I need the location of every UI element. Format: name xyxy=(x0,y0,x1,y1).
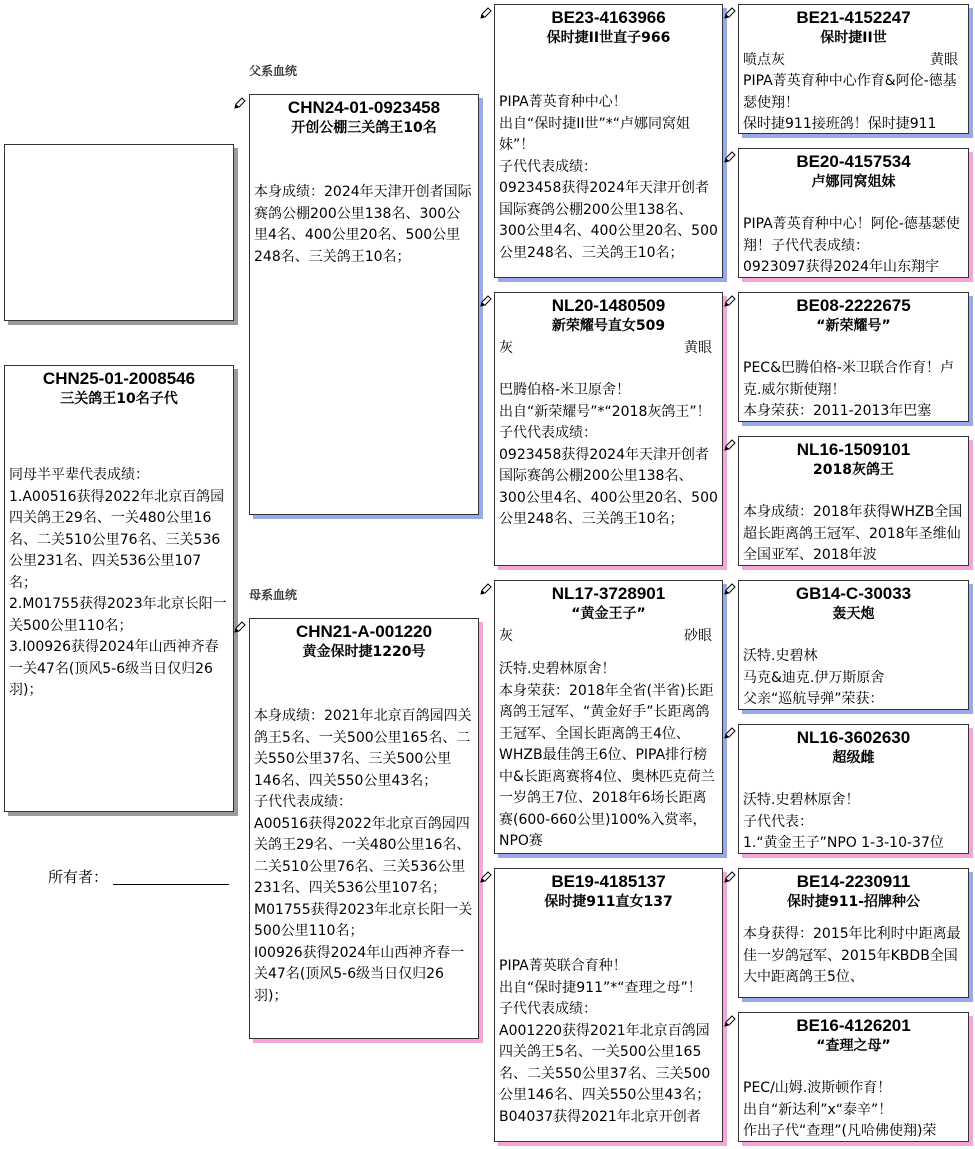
ddd-card[interactable] xyxy=(738,1012,969,1142)
dss-name: 轰天炮 xyxy=(832,606,875,622)
pencil-icon[interactable] xyxy=(723,726,737,740)
sss-color: 喷点灰 xyxy=(743,52,785,68)
ds-name: “黄金王子” xyxy=(571,606,646,622)
dd-card[interactable] xyxy=(494,868,723,1142)
dss-ring: GB14-C-30033 xyxy=(795,584,912,603)
paternal-label: 父系血统 xyxy=(249,64,298,78)
photo-frame xyxy=(4,144,234,321)
dsd-card[interactable] xyxy=(738,724,969,854)
sd-color: 灰 xyxy=(499,340,513,356)
dds-ring: BE14-2230911 xyxy=(796,872,911,891)
pencil-icon[interactable] xyxy=(233,96,247,110)
dds-card[interactable] xyxy=(738,868,969,998)
pencil-icon[interactable] xyxy=(723,294,737,308)
sdd-ring: NL16-1509101 xyxy=(796,440,911,459)
ds-eye: 砂眼 xyxy=(684,628,712,644)
sd-eye: 黄眼 xyxy=(684,340,712,356)
sire-desc: 本身成绩：2024年天津开创者国际赛鸽公棚200公里138名、300公里4名、400公里20名、500公里248名、三关鸽王10名； xyxy=(254,184,472,265)
dsd-desc: 沃特.史碧林原舍！ 子代代表： 1.“黄金王子”NPO 1-3-10-37位 xyxy=(743,792,944,851)
dds-desc: 本身获得：2015年比利时中距离最佳一岁鸽冠军、2015年KBDB全国大中距离鸽王5位、 xyxy=(743,926,961,985)
ds-color: 灰 xyxy=(499,628,513,644)
sd-name: 新荣耀号直女509 xyxy=(551,318,666,334)
sss-card[interactable] xyxy=(738,4,969,134)
sdd-desc: 本身成绩：2018年获得WHZB全国超长距离鸽王冠军、2018年圣维仙全国亚军、2018年波 xyxy=(743,504,963,563)
ss-desc: PIPA菁英育种中心！ 出自“保时捷II世”*“卢娜同窝姐妹”！ 子代代表成绩： 0923458获得2024年天津开创者国际赛鸽公棚200公里138名、300公里4名、400公里20名、500公里248名、三关鸽王10名； xyxy=(499,94,718,261)
dss-desc: 沃特.史碧林 马克&迪克.伊万斯原舍 父亲“巡航导弹”荣获： xyxy=(743,648,885,707)
subject-desc: 同母半平辈代表成绩： 1.A00516获得2022年北京百鸽园四关鸽王29名、一关480公里16名、二关510公里76名、三关536公里231名、四关536公里107名； 2.M01755获得2023年北京长阳一关500公里110名； 3.I00926获得2024年山西神齐春一关47名(顶风5-6级当日仅归26羽)； xyxy=(9,467,227,698)
dss-card[interactable] xyxy=(738,580,969,710)
subject-ring: CHN25-01-2008546 xyxy=(42,369,196,388)
pencil-icon[interactable] xyxy=(479,294,493,308)
dsd-ring: NL16-3602630 xyxy=(796,728,911,747)
subject-card[interactable] xyxy=(4,365,234,812)
dd-desc: PIPA菁英联合育种！ 出自“保时捷911”*“查理之母”！ 子代代表成绩： A001220获得2021年北京百鸽园四关鸽王5名、一关500公里165名、二关550公里37名、三关500公里146名、四关550公里43名； B04037获得2021年北京开创者 xyxy=(499,958,711,1125)
sdd-card[interactable] xyxy=(738,436,969,566)
dsd-name: 超级雌 xyxy=(832,750,875,766)
pencil-icon[interactable] xyxy=(723,438,737,452)
ssd-card[interactable] xyxy=(738,148,969,278)
sire-card[interactable] xyxy=(249,94,479,515)
sds-card[interactable] xyxy=(738,292,969,422)
dam-desc: 本身成绩：2021年北京百鸽园四关鸽王5名、一关500公里165名、二关550公里37名、三关500公里146名、四关550公里43名； 子代代表成绩： A00516获得2022年北京百鸽园四关鸽王29名、一关480公里16名、二关510公里76名、三关536公里231名、四关536公里107名； M01755获得2023年北京长阳一关500公里110名； I00926获得2024年山西神齐春一关47名(顶风5-6级当日仅归26羽)； xyxy=(254,708,473,1004)
ssd-desc: PIPA菁英育种中心！阿伦-德基瑟使翔！子代代表成绩： 0923097获得2024年山东翔宇 xyxy=(743,216,960,275)
pencil-icon[interactable] xyxy=(479,582,493,596)
sd-desc: 巴腾伯格-米卫原舍！ 出自“新荣耀号”*“2018灰鸽王”！ 子代代表成绩： 0923458获得2024年天津开创者国际赛鸽公棚200公里138名、300公里4名、400公里20名、500公里248名、三关鸽王10名； xyxy=(499,382,718,527)
ss-ring: BE23-4163966 xyxy=(551,8,666,27)
ddd-ring: BE16-4126201 xyxy=(796,1016,911,1035)
sd-color-eye xyxy=(495,338,722,359)
ds-color-eye xyxy=(495,626,722,647)
sds-ring: BE08-2222675 xyxy=(796,296,911,315)
dam-name: 黄金保时捷1220号 xyxy=(302,644,426,660)
sss-desc: PIPA菁英育种中心作育&阿伦-德基瑟使翔！ 保时捷911接班鸽！保时捷911 xyxy=(743,73,957,132)
sire-name: 开创公棚三关鸽王10名 xyxy=(291,120,437,136)
sdd-name: 2018灰鸽王 xyxy=(813,462,894,478)
pencil-icon[interactable] xyxy=(723,1014,737,1028)
ddd-desc: PEC/山姆.波斯顿作育！ 出自“新达利”x“泰辛”！ 作出子代“查理”(凡哈佛使翔)荣 xyxy=(743,1080,937,1139)
pencil-icon[interactable] xyxy=(723,582,737,596)
sds-desc: PEC&巴腾伯格-米卫联合作育！卢克.威尔斯使翔！ 本身荣获：2011-2013年巴塞 xyxy=(743,360,955,419)
pencil-icon[interactable] xyxy=(723,6,737,20)
sss-eye: 黄眼 xyxy=(930,52,958,68)
dds-name: 保时捷911-招牌种公 xyxy=(786,894,921,910)
dam-ring: CHN21-A-001220 xyxy=(295,622,433,641)
owner-field[interactable] xyxy=(113,884,229,885)
pencil-icon[interactable] xyxy=(233,620,247,634)
ds-desc: 沃特.史碧林原舍！ 本身荣获：2018年全省(半省)长距离鸽王冠军、“黄金好手”长距离鸽王冠军、全国长距离鸽王4位、WHZB最佳鸽王6位、PIPA排行榜中&长距离赛将4位、奥林匹克荷兰一岁鸽王7位、2018年6场长距离赛(600-660公里)100%入赏率，NPO赛 xyxy=(499,661,715,849)
ds-ring: NL17-3728901 xyxy=(551,584,666,603)
sd-ring: NL20-1480509 xyxy=(551,296,666,315)
sds-name: “新荣耀号” xyxy=(816,318,891,334)
dd-name: 保时捷911直女137 xyxy=(544,894,673,910)
sss-color-eye xyxy=(739,50,968,71)
ss-name: 保时捷II世直子966 xyxy=(546,30,671,46)
ds-card[interactable] xyxy=(494,580,723,854)
pencil-icon[interactable] xyxy=(723,150,737,164)
sss-ring: BE21-4152247 xyxy=(796,8,911,27)
pencil-icon[interactable] xyxy=(723,870,737,884)
subject-name: 三关鸽王10名子代 xyxy=(60,391,178,407)
pencil-icon[interactable] xyxy=(479,6,493,20)
ss-card[interactable] xyxy=(494,4,723,278)
maternal-label: 母系血统 xyxy=(249,588,298,602)
ssd-name: 卢娜同窝姐妹 xyxy=(811,174,896,190)
dd-ring: BE19-4185137 xyxy=(551,872,666,891)
pencil-icon[interactable] xyxy=(479,870,493,884)
sss-name: 保时捷II世 xyxy=(820,30,887,46)
sire-ring: CHN24-01-0923458 xyxy=(287,98,441,117)
ssd-ring: BE20-4157534 xyxy=(796,152,911,171)
ddd-name: “查理之母” xyxy=(816,1038,891,1054)
dam-card[interactable] xyxy=(249,618,479,1039)
owner-label: 所有者： xyxy=(48,868,109,886)
sd-card[interactable] xyxy=(494,292,723,566)
